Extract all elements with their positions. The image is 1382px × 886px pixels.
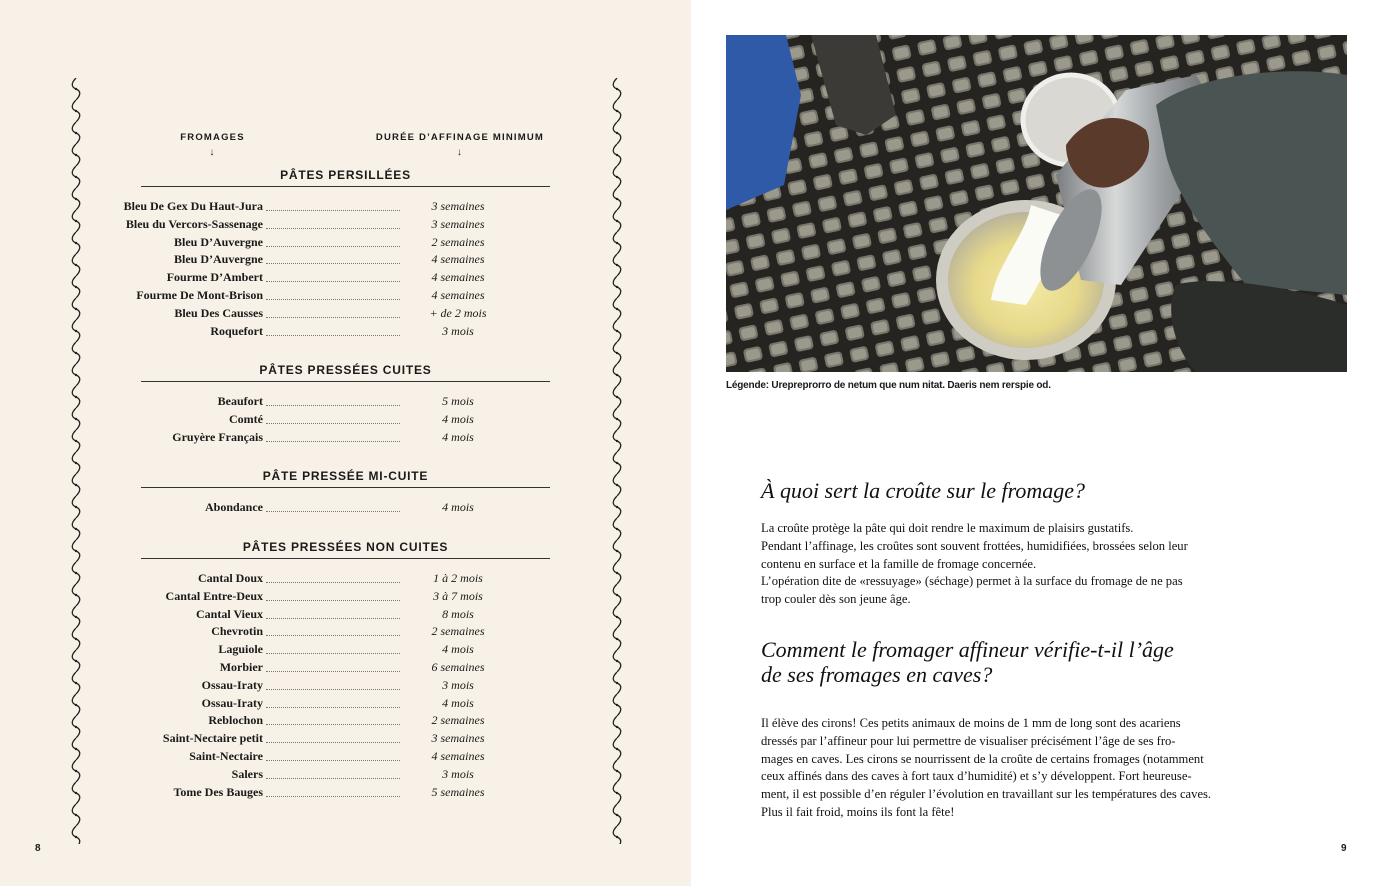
right-page (691, 0, 1382, 886)
cheese-rows (141, 500, 550, 518)
page-number-right: 9 (1341, 843, 1347, 854)
table-row (141, 589, 550, 607)
paragraph-line: trop couler dès son jeune âge. (761, 592, 911, 607)
ripening-duration: + de 2 mois (429, 305, 487, 320)
cheese-name: Tome Des Bauges (173, 784, 263, 799)
ripening-duration: 6 semaines (431, 659, 485, 674)
ripening-duration: 4 mois (442, 429, 474, 444)
ripening-duration: 3 semaines (431, 731, 485, 746)
cheese-name: Bleu D’Auvergne (174, 252, 263, 267)
cheese-name: Chevrotin (211, 624, 263, 639)
ornamental-border-right (610, 78, 624, 844)
cheese-name: Reblochon (208, 713, 263, 728)
table-row (141, 749, 550, 767)
dot-leader (266, 270, 400, 282)
table-row (141, 785, 550, 803)
dot-leader (266, 217, 400, 229)
cheese-name: Ossau-Iraty (201, 695, 263, 710)
ripening-duration: 2 semaines (431, 713, 485, 728)
dot-leader (266, 731, 400, 743)
ripening-duration: 5 semaines (431, 784, 485, 799)
column-headers (140, 132, 550, 162)
page-number-left: 8 (35, 843, 41, 854)
dot-leader (266, 767, 400, 779)
cheese-name: Fourme De Mont-Brison (136, 287, 263, 302)
column-header-label: FROMAGES (180, 132, 245, 143)
cheese-rows (141, 394, 550, 447)
cheese-name: Cantal Doux (197, 571, 263, 585)
photo-illustration (726, 35, 1347, 372)
table-row (141, 394, 550, 412)
cheese-rows (141, 571, 550, 802)
ripening-duration: 3 semaines (431, 199, 485, 213)
ripening-duration: 3 mois (442, 323, 474, 338)
section-title: PÂTES PRESSÉES CUITES (141, 363, 550, 382)
cheese-name: Bleu du Vercors-Sassenage (125, 216, 263, 231)
cheese-name: Fourme D’Ambert (166, 270, 263, 285)
cheese-name: Ossau-Iraty (201, 677, 263, 692)
dot-leader (266, 252, 400, 264)
photo-milk-pouring (726, 35, 1347, 372)
table-row (141, 324, 550, 342)
ripening-duration: 4 semaines (431, 748, 485, 763)
dot-leader (266, 660, 400, 672)
ripening-duration: 3 à 7 mois (433, 588, 483, 603)
ripening-duration: 5 mois (442, 394, 474, 408)
paragraph-line: Plus il fait froid, moins ils font la fête! (761, 804, 955, 819)
table-row (141, 642, 550, 660)
heading-line: Comment le fromager affineur vérifie-t-il l’âge (761, 637, 1174, 662)
cheese-section (141, 363, 550, 447)
table-row (141, 678, 550, 696)
dot-leader (266, 235, 400, 247)
table-row (141, 500, 550, 518)
table-row (141, 624, 550, 642)
table-row (141, 696, 550, 714)
table-row (141, 571, 550, 589)
paragraph-line: Pendant l’affinage, les croûtes sont souvent frottées, humidifiées, brossées selon leur (761, 538, 1188, 553)
table-row (141, 607, 550, 625)
ripening-duration: 4 semaines (431, 287, 485, 302)
paragraph-line: L’opération dite de «ressuyage» (séchage) permet à la surface du fromage de ne pas (761, 574, 1183, 589)
dot-leader (266, 624, 400, 636)
cheese-name: Abondance (204, 500, 263, 514)
cheese-name: Beaufort (217, 394, 263, 408)
paragraph-line: Il élève des cirons! Ces petits animaux de moins de 1 mm de long sont des acariens (761, 716, 1181, 730)
dot-leader (266, 749, 400, 761)
cheese-section (123, 168, 550, 341)
table-row (141, 270, 550, 288)
cheese-name: Saint-Nectaire petit (162, 731, 263, 746)
table-row (141, 430, 550, 448)
cheese-name: Cantal Vieux (195, 606, 263, 621)
dot-leader (266, 589, 400, 601)
paragraph-crust (761, 520, 1243, 609)
cheese-name: Morbier (219, 659, 263, 674)
cheese-name: Roquefort (210, 323, 263, 338)
cheese-name: Gruyère Français (172, 429, 263, 444)
cheese-name: Bleu D’Auvergne (174, 234, 263, 249)
table-row (123, 199, 550, 217)
dot-leader (266, 500, 400, 512)
cheese-rows (123, 199, 550, 341)
ripening-duration: 2 semaines (431, 624, 485, 639)
dot-leader (266, 306, 400, 318)
ripening-duration: 3 semaines (431, 216, 485, 231)
heading-line: de ses fromages en caves? (761, 662, 993, 687)
dot-leader (266, 571, 400, 583)
dot-leader (266, 199, 400, 211)
column-header-label: DURÉE D’AFFINAGE MINIMUM (375, 132, 545, 143)
section-title: PÂTE PRESSÉE MI-CUITE (141, 469, 550, 488)
ripening-duration: 2 semaines (431, 234, 485, 249)
table-row (141, 713, 550, 731)
dot-leader (266, 785, 400, 797)
ripening-duration: 4 mois (442, 695, 474, 710)
cheese-name: Bleu Des Causses (174, 305, 263, 320)
cheese-name: Salers (231, 766, 263, 781)
ripening-duration: 4 mois (442, 411, 474, 426)
ornamental-border-left (69, 78, 83, 844)
column-header-cheeses (170, 132, 255, 158)
paragraph-line: contenu en surface et la famille de fromage concernée. (761, 556, 1037, 571)
heading-crust: À quoi sert la croûte sur le fromage? (761, 478, 1086, 503)
paragraph-line: dressés par l’affineur pour lui permettre de visualiser précisément l’âge de ses fro- (761, 733, 1176, 748)
cheese-name: Cantal Entre-Deux (165, 588, 263, 603)
dot-leader (266, 430, 400, 442)
heading-age-check (761, 637, 1261, 687)
ripening-duration: 3 mois (442, 766, 474, 781)
ripening-duration: 4 semaines (431, 270, 485, 285)
paragraph-line: ceux affinés dans des caves à fort taux d’humidité) et s’y développent. Fort heureuse- (761, 769, 1192, 784)
dot-leader (266, 696, 400, 708)
section-title: PÂTES PRESSÉES NON CUITES (141, 540, 550, 559)
table-row (141, 235, 550, 253)
cheese-name: Saint-Nectaire (189, 748, 263, 763)
dot-leader (266, 678, 400, 690)
dot-leader (266, 412, 400, 424)
dot-leader (266, 713, 400, 725)
dot-leader (266, 394, 400, 406)
table-row (125, 216, 550, 235)
paragraph-line: ment, il est possible d’en réguler l’évolution en travaillant sur les températures des caves. (761, 787, 1212, 802)
table-row (141, 412, 550, 430)
dot-leader (266, 642, 400, 654)
table-row (141, 731, 550, 749)
section-title: PÂTES PERSILLÉES (141, 168, 550, 187)
ripening-duration: 3 mois (442, 677, 474, 692)
table-row (141, 306, 550, 324)
cheese-section (141, 469, 550, 518)
column-header-duration (370, 132, 550, 158)
cheese-name: Laguiole (218, 642, 263, 657)
ripening-duration: 4 mois (442, 642, 474, 657)
down-arrow-icon: ↓ (209, 147, 216, 158)
ripening-duration: 4 semaines (431, 252, 485, 267)
dot-leader (266, 607, 400, 619)
dot-leader (266, 324, 400, 336)
photo-caption: Légende: Urepreprorro de netum que num nitat. Daeris nem rerspie od. (726, 380, 1051, 391)
paragraph-cirons (761, 715, 1243, 822)
cheese-section (141, 540, 550, 802)
ripening-duration: 8 mois (442, 606, 474, 621)
ripening-duration: 1 à 2 mois (433, 571, 483, 585)
ripening-duration: 4 mois (442, 500, 474, 514)
table-row (141, 660, 550, 678)
table-row (141, 767, 550, 785)
paragraph-line: mages en caves. Les cirons se nourrissent de la croûte de certains fromages (notamment (761, 751, 1204, 766)
table-row (136, 287, 550, 306)
down-arrow-icon: ↓ (456, 147, 464, 158)
cheese-name: Comté (229, 411, 263, 426)
dot-leader (266, 288, 400, 300)
cheese-name: Bleu De Gex Du Haut-Jura (123, 199, 263, 213)
paragraph-line: La croûte protège la pâte qui doit rendre le maximum de plaisirs gustatifs. (761, 521, 1134, 535)
table-row (141, 252, 550, 270)
